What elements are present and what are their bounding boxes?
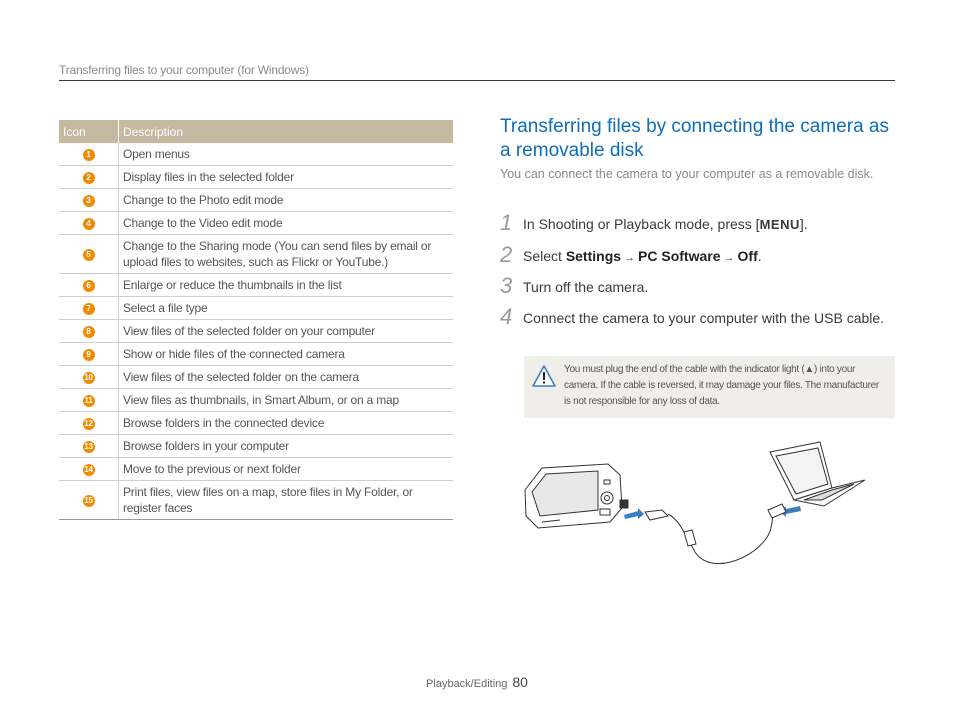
step-1 — [500, 210, 895, 235]
caution-note — [524, 356, 895, 418]
menu-pc-software: PC Software — [638, 248, 721, 264]
note-text-part: You must plug the end of the cable with the indicator light ( — [564, 364, 805, 375]
page-number: 80 — [512, 674, 528, 690]
description-cell: Select a file type — [119, 297, 454, 320]
description-cell: Change to the Photo edit mode — [119, 189, 454, 212]
column-header-icon: Icon — [59, 120, 119, 143]
laptop-illustration — [770, 442, 865, 506]
number-badge-icon: 14 — [84, 464, 93, 474]
number-badge-icon: 5 — [83, 249, 95, 261]
number-badge-icon: 6 — [83, 280, 95, 292]
icon-number-cell — [59, 189, 119, 212]
description-cell: Display files in the selected folder — [119, 166, 454, 189]
description-cell: Browse folders in your computer — [119, 435, 454, 458]
icon-number-cell — [59, 366, 119, 389]
menu-key-label: MENU — [759, 217, 800, 232]
arrow-right-icon: → — [723, 252, 735, 264]
page-header-title: Transferring files to your computer (for Windows) — [59, 63, 309, 77]
icon-number-cell — [59, 435, 119, 458]
table-row — [59, 435, 453, 458]
step-text — [523, 214, 895, 235]
icon-number-cell — [59, 458, 119, 481]
table-row — [59, 297, 453, 320]
table-row — [59, 458, 453, 481]
caution-note-text — [564, 362, 884, 410]
table-row — [59, 343, 453, 366]
number-badge-icon: 7 — [83, 303, 95, 315]
footer-section-label: Playback/Editing — [426, 678, 508, 690]
step-text — [523, 246, 895, 269]
step-number: 1 — [500, 210, 513, 235]
description-cell: Enlarge or reduce the thumbnails in the list — [119, 274, 454, 297]
number-badge-icon: 3 — [83, 195, 95, 207]
step-number: 2 — [500, 242, 513, 267]
number-badge-icon: 2 — [83, 172, 95, 184]
icon-number-cell — [59, 235, 119, 274]
section-title: Transferring files by connecting the camera as a removable disk — [500, 116, 889, 161]
table-row — [59, 212, 453, 235]
number-badge-icon: 13 — [84, 441, 93, 451]
number-badge-icon: 11 — [84, 395, 93, 405]
table-row — [59, 320, 453, 343]
description-cell: Change to the Video edit mode — [119, 212, 454, 235]
description-cell: Move to the previous or next folder — [119, 458, 454, 481]
number-badge-icon: 8 — [83, 326, 95, 338]
usb-cable-illustration — [645, 504, 786, 564]
table-row — [59, 274, 453, 297]
table-header-row — [59, 120, 453, 143]
icon-number-cell — [59, 412, 119, 435]
description-cell: Browse folders in the connected device — [119, 412, 454, 435]
number-badge-icon: 9 — [83, 349, 95, 361]
table-row — [59, 235, 453, 274]
section-subtitle: You can connect the camera to your computer as a removable disk. — [500, 167, 874, 181]
number-badge-icon: 10 — [84, 372, 93, 382]
table-row — [59, 166, 453, 189]
step-3 — [500, 273, 895, 298]
step-text: Turn off the camera. — [523, 279, 649, 295]
table-row — [59, 412, 453, 435]
icon-number-cell — [59, 343, 119, 366]
description-cell: Show or hide files of the connected camera — [119, 343, 454, 366]
step-text-part: ]. — [799, 216, 808, 232]
note-text-part: ) into your camera. If the cable is reversed, it may damage your files. The manufacturer is not responsible for any loss of data. — [564, 364, 879, 407]
table-row — [59, 189, 453, 212]
step-2 — [500, 242, 895, 269]
step-number: 3 — [500, 273, 513, 298]
option-off: Off — [737, 248, 758, 264]
step-text-part: In Shooting or Playback mode, press [ — [523, 216, 760, 232]
page-footer — [0, 674, 954, 692]
icon-number-cell — [59, 166, 119, 189]
number-badge-icon: 4 — [83, 218, 95, 230]
description-cell: View files as thumbnails, in Smart Album, or on a map — [119, 389, 454, 412]
table-row — [59, 389, 453, 412]
description-cell: View files of the selected folder on the camera — [119, 366, 454, 389]
description-cell: Change to the Sharing mode (You can send files by email or upload files to websites, such as Flickr or YouTube.) — [119, 235, 454, 274]
table-row — [59, 481, 453, 520]
step-4 — [500, 304, 895, 329]
description-cell: View files of the selected folder on your computer — [119, 320, 454, 343]
description-cell: Open menus — [119, 143, 454, 166]
icon-number-cell — [59, 481, 119, 520]
icon-number-cell — [59, 320, 119, 343]
icon-number-cell — [59, 274, 119, 297]
icon-description-table — [59, 120, 453, 520]
icon-number-cell — [59, 212, 119, 235]
icon-number-cell — [59, 389, 119, 412]
step-number: 4 — [500, 304, 513, 329]
number-badge-icon: 1 — [83, 149, 95, 161]
camera-usb-laptop-illustration — [520, 440, 870, 570]
table-row — [59, 366, 453, 389]
step-text-part: . — [757, 248, 762, 264]
icon-number-cell — [59, 143, 119, 166]
number-badge-icon: 12 — [84, 418, 93, 428]
arrow-right-icon: → — [624, 252, 636, 264]
header-divider — [59, 80, 895, 81]
menu-settings: Settings — [565, 248, 622, 264]
description-cell: Print files, view files on a map, store files in My Folder, or register faces — [119, 481, 454, 520]
column-header-description: Description — [119, 120, 454, 143]
step-text: Connect the camera to your computer with the USB cable. — [523, 310, 885, 326]
table-row — [59, 143, 453, 166]
camera-illustration — [525, 464, 628, 528]
warning-triangle-icon — [532, 365, 556, 387]
number-badge-icon: 15 — [84, 495, 93, 505]
step-text-part: Select — [523, 248, 566, 264]
icon-number-cell — [59, 297, 119, 320]
indicator-light-icon: ▲ — [804, 364, 814, 375]
